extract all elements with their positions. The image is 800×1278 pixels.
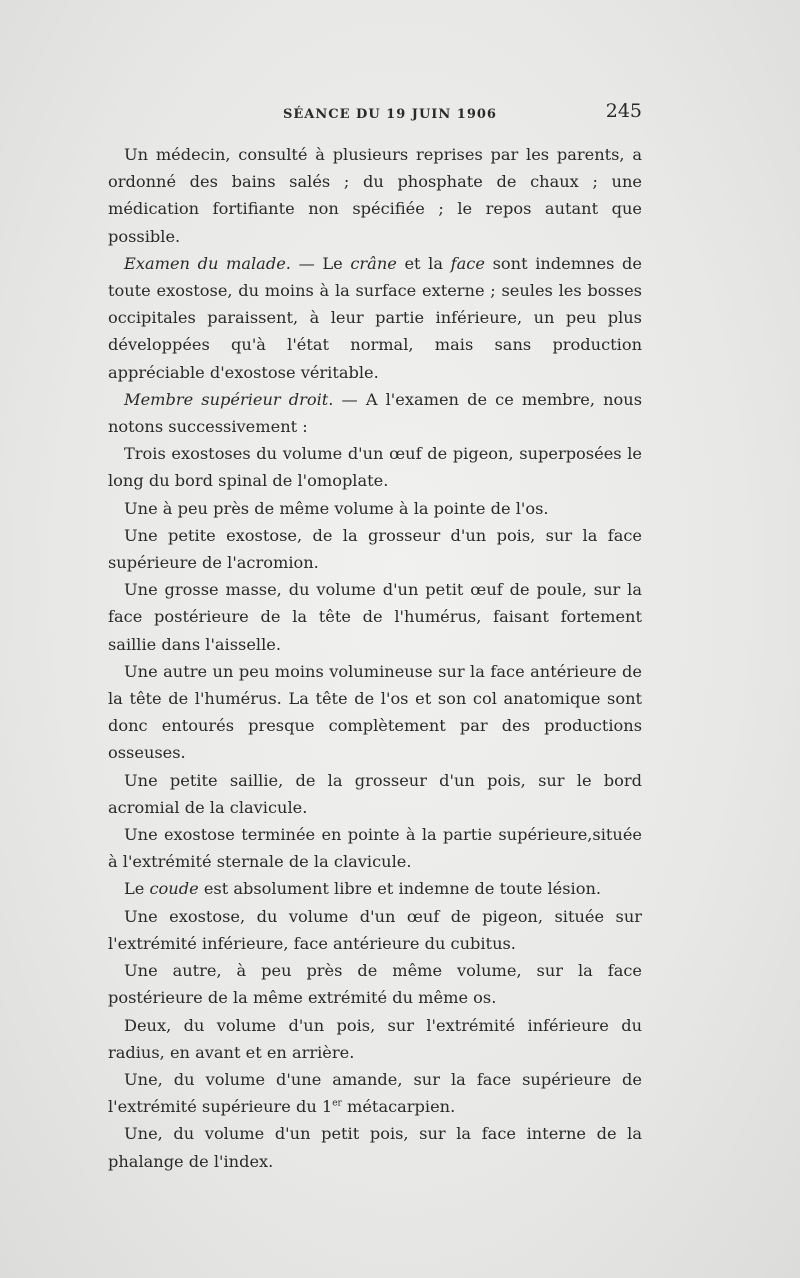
paragraph-12: Une exostose, du volume d'un œuf de pigeon, située sur l'extrémité inférieure, face antérieure du cubitus. <box>108 906 642 953</box>
section-label-membre: Membre supérieur droit. <box>124 389 334 409</box>
page <box>108 100 642 1175</box>
paragraph-2: Examen du malade. — Le crâne et la face sont indemnes de toute exostose, du moins à la surface externe ; seules les bosses occipitales paraissent, à leur partie inférieure, un peu plus développées qu'à l'état normal, mais sans production appréciable d'exostose véritable. <box>108 253 642 382</box>
term-coude: coude <box>149 879 199 899</box>
paragraph-1: Un médecin, consulté à plusieurs reprises par les parents, a ordonné des bains salés ; du phosphate de chaux ; une médication fortifiante non spécifiée ; le repos autant que possible. <box>108 145 642 246</box>
paragraph-10: Une exostose terminée en pointe à la partie supérieure,située à l'extrémité sternale de la clavicule. <box>108 825 642 872</box>
paragraph-14: Deux, du volume d'un pois, sur l'extrémité inférieure du radius, en avant et en arrière. <box>108 1015 642 1062</box>
paragraph-16: Une, du volume d'un petit pois, sur la face interne de la phalange de l'index. <box>108 1124 642 1171</box>
body-text <box>108 141 642 1175</box>
paragraph-4: Trois exostoses du volume d'un œuf de pigeon, superposées le long du bord spinal de l'omoplate. <box>108 444 642 491</box>
paragraph-13: Une autre, à peu près de même volume, sur la face postérieure de la même extrémité du même os. <box>108 961 642 1008</box>
running-head: SÉANCE DU 19 JUIN 1906 <box>283 107 497 122</box>
paragraph-6: Une petite exostose, de la grosseur d'un pois, sur la face supérieure de l'acromion. <box>108 525 642 573</box>
term-crane: crâne <box>350 253 397 273</box>
paragraph-5: Une à peu près de même volume à la pointe de l'os. <box>124 498 549 518</box>
paragraph-7: Une grosse masse, du volume d'un petit œuf de poule, sur la face postérieure de la tête de l'humérus, faisant fortement saillie dans l'aisselle. <box>108 580 642 654</box>
page-header <box>108 100 642 130</box>
paragraph-3: Membre supérieur droit. — A l'examen de ce membre, nous notons successivement : <box>108 389 643 437</box>
paragraph-9: Une petite saillie, de la grosseur d'un pois, sur le bord acromial de la clavicule. <box>108 770 642 817</box>
paragraph-8: Une autre un peu moins volumineuse sur la face antérieure de la tête de l'humérus. La tête de l'os et son col anatomique sont donc entourés presque complètement par des productions osseuses. <box>108 661 642 763</box>
term-face: face <box>450 253 485 273</box>
section-label-examen: Examen du malade. <box>124 253 291 273</box>
ordinal-superscript: er <box>332 1098 342 1109</box>
page-number: 245 <box>605 100 642 122</box>
paragraph-15: Une, du volume d'une amande, sur la face supérieure de l'extrémité supérieure du 1er métacarpien. <box>108 1069 642 1117</box>
paragraph-11: Le coude est absolument libre et indemne de toute lésion. <box>124 879 602 899</box>
